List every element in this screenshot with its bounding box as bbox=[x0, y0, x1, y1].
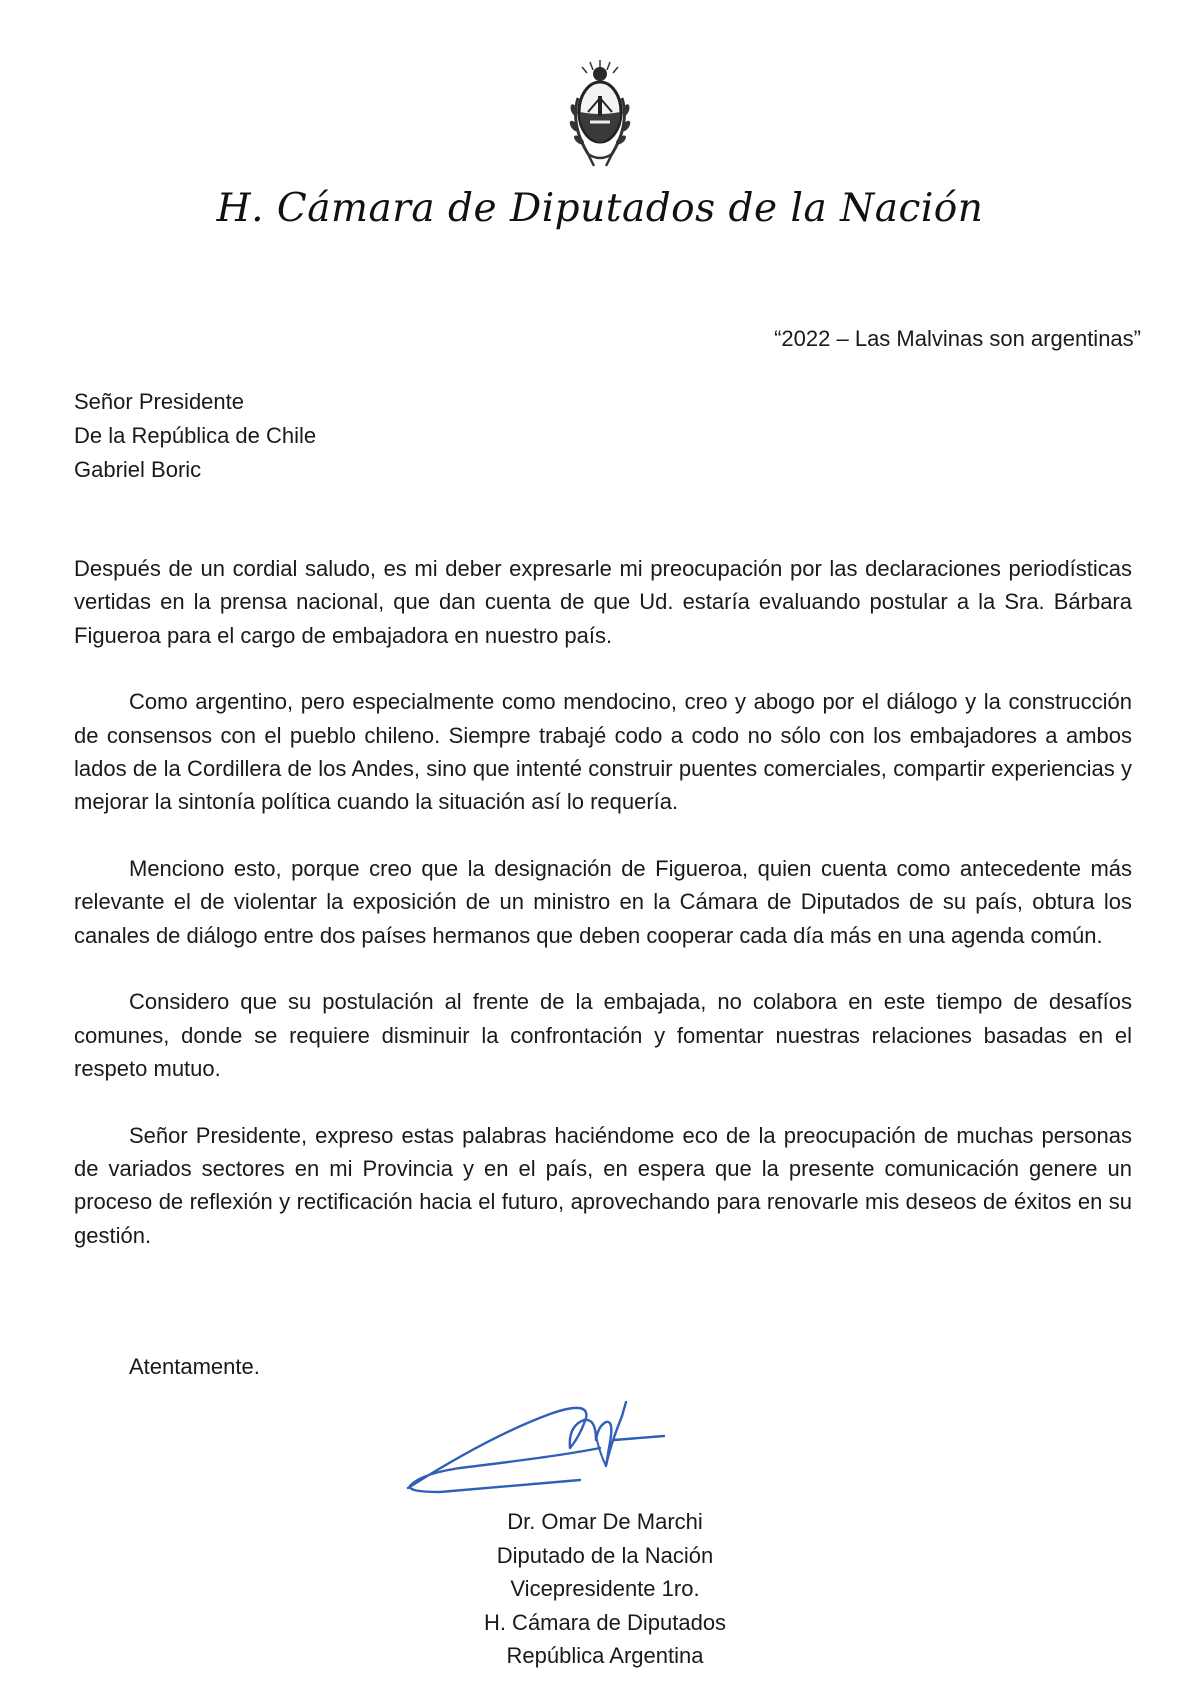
signatory-title: República Argentina bbox=[506, 1643, 704, 1668]
body-paragraph: Menciono esto, porque creo que la designación de Figueroa, quien cuenta como antecedente más relevante el de violentar la exposición de un ministro en la Cámara de Diputados de su país, obtura los canales de diálogo entre dos países hermanos que deben cooperar cada día más en una agenda común. bbox=[74, 856, 1132, 948]
body-paragraph: Señor Presidente, expreso estas palabras haciéndome eco de la preocupación de muchas personas de variados sectores en mi Provincia y en el país, en espera que la presente comunicación genere un proceso de reflexión y rectificación hacia el futuro, aprovechando para renovarle mis deseos de éxitos en su gestión. bbox=[74, 1122, 1132, 1248]
letterhead-title: H. Cámara de Diputados de la Nación bbox=[216, 186, 984, 231]
body-paragraph: Considero que su postulación al frente de la embajada, no colabora en este tiempo de desafíos comunes, donde se requiere disminuir la confrontación y fomentar nuestras relaciones basadas en el respeto mutuo. bbox=[74, 989, 1132, 1082]
addressee-line: Gabriel Boric bbox=[74, 457, 202, 482]
signatory-title: H. Cámara de Diputados bbox=[483, 1609, 727, 1635]
addressee-line: Señor Presidente bbox=[74, 389, 244, 414]
body-paragraph: Después de un cordial saludo, es mi deber expresarle mi preocupación por las declaraciones periodísticas vertidas en la prensa nacional, que dan cuenta de que Ud. estaría evaluando postular a la Sra. Bárbara Figueroa para el cargo de embajadora en nuestro país. bbox=[74, 556, 1132, 648]
year-motto: “2022 – Las Malvinas son argentinas” bbox=[774, 326, 1141, 351]
addressee-block bbox=[74, 385, 316, 487]
signatory-name: Dr. Omar De Marchi bbox=[507, 1509, 703, 1534]
signatory-title: Vicepresidente 1ro. bbox=[510, 1576, 700, 1601]
signatory-block bbox=[440, 1505, 770, 1673]
signatory-title: Diputado de la Nación bbox=[496, 1542, 714, 1568]
closing-salutation: Atentamente. bbox=[129, 1354, 260, 1379]
coat-of-arms-icon bbox=[566, 58, 634, 170]
body-paragraph: Como argentino, pero especialmente como mendocino, creo y abogo por el diálogo y la construcción de consensos con el pueblo chileno. Siempre trabajé codo a codo no sólo con los embajadores a ambos lados de la Cordillera de los Andes, sino que intenté construir puentes comerciales, compartir experiencias y mejorar la sintonía política cuando la situación así lo requería. bbox=[74, 689, 1132, 815]
letter-body bbox=[74, 552, 1132, 1286]
addressee-line: De la República de Chile bbox=[74, 423, 317, 448]
